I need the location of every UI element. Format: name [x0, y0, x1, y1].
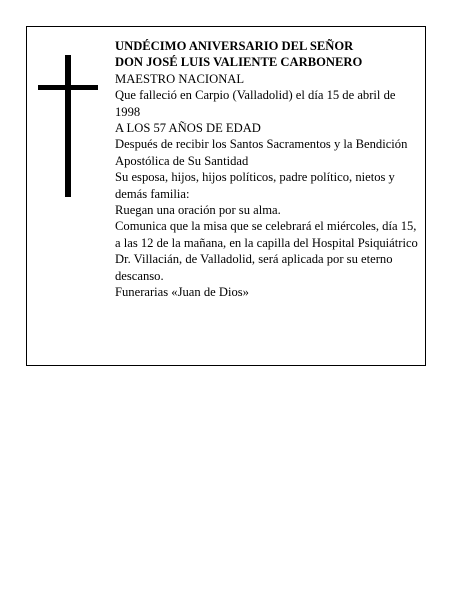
prayer-request: Ruegan una oración por su alma. — [115, 203, 281, 218]
cross-vertical-bar — [65, 55, 71, 197]
cross-horizontal-bar — [38, 85, 98, 90]
obituary-notice — [26, 26, 426, 366]
mass-info: Comunica que la misa que se celebrará el miércoles, día 15, a las 12 de la mañana, en la capilla del Hospital Psiquiátrico Dr. Villacián, de Valladolid, será aplicada por su eterno descanso. — [115, 219, 418, 283]
notice-text — [115, 38, 421, 301]
notice-title-line-2: DON JOSÉ LUIS VALIENTE CARBONERO — [115, 55, 363, 70]
sacraments-text: Después de recibir los Santos Sacramentos y la Bendición Apostólica de Su Santidad — [115, 137, 408, 168]
notice-title-line-1: UNDÉCIMO ANIVERSARIO DEL SEÑOR — [115, 39, 354, 53]
death-info: Que falleció en Carpio (Valladolid) el día 15 de abril de 1998 — [115, 88, 396, 119]
family-text: Su esposa, hijos, hijos políticos, padre político, nietos y demás familia: — [115, 170, 395, 201]
funeral-home: Funerarias «Juan de Dios» — [115, 285, 249, 300]
cross-icon — [38, 55, 98, 197]
age-at-death: A LOS 57 AÑOS DE EDAD — [115, 121, 261, 136]
deceased-profession: MAESTRO NACIONAL — [115, 71, 245, 86]
